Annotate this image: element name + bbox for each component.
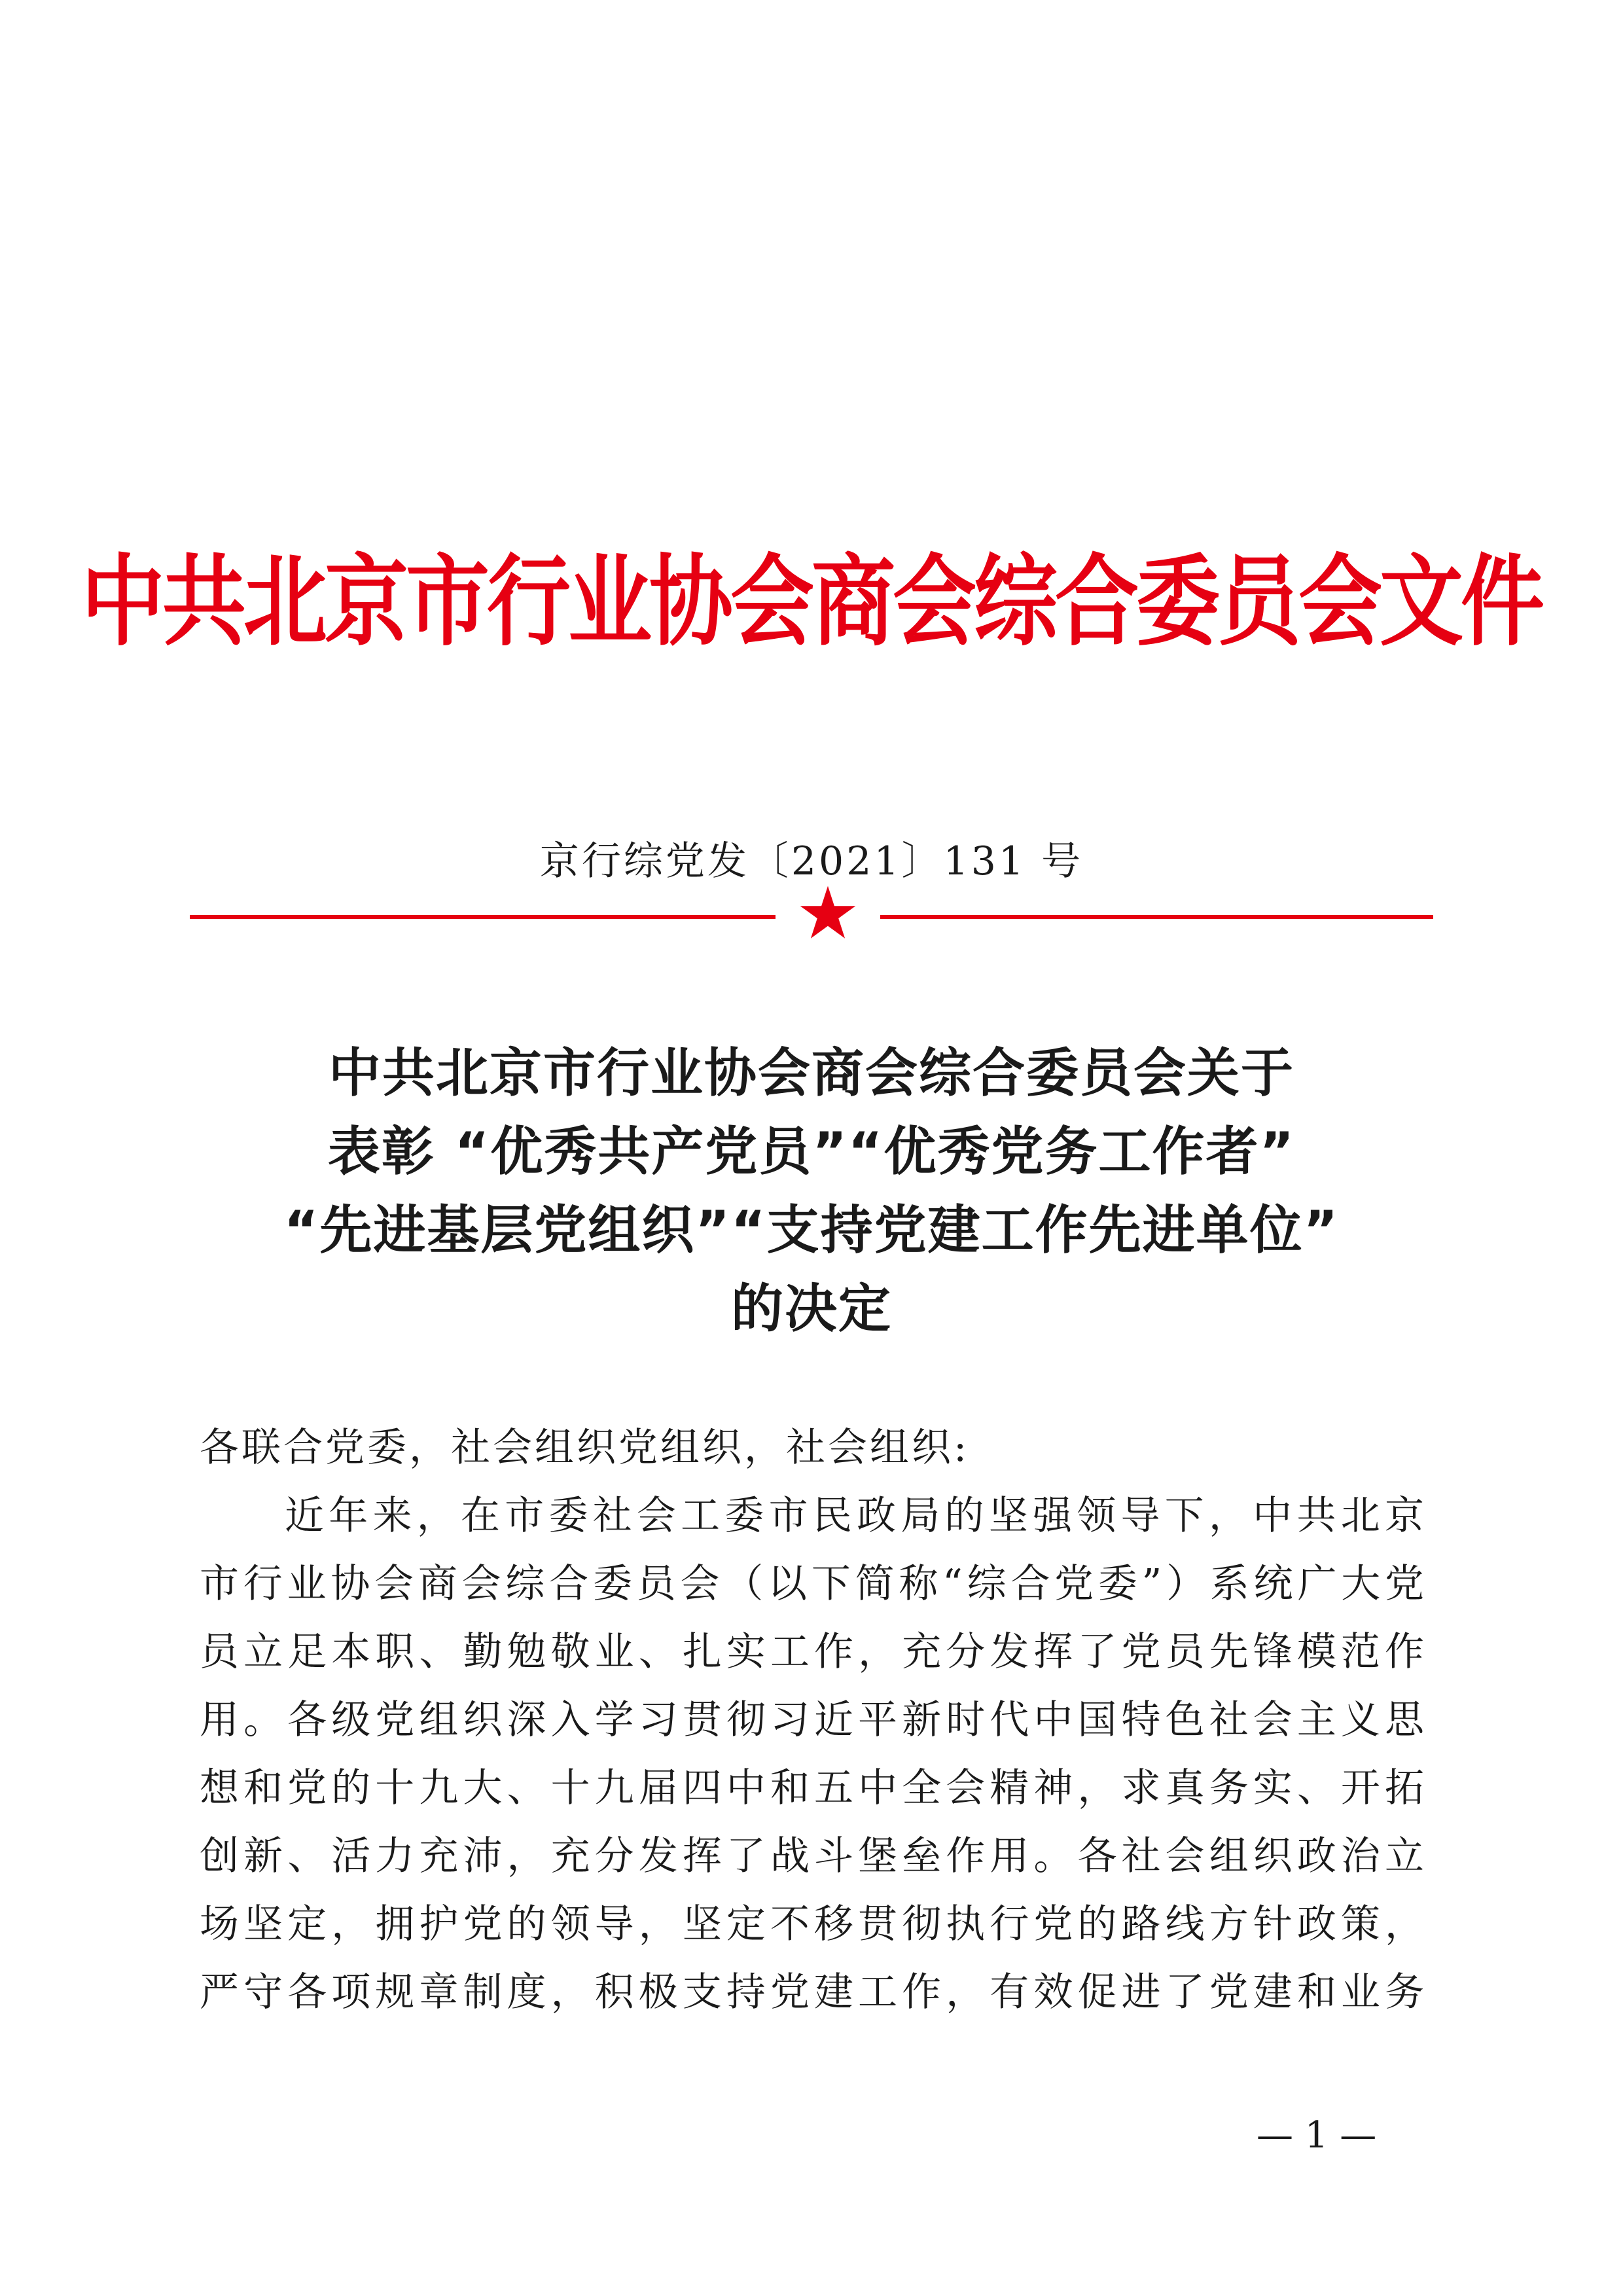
red-divider-right xyxy=(880,915,1433,919)
star-icon xyxy=(798,884,857,942)
paragraph-line: 严守各项规章制度，积极支持党建工作，有效促进了党建和业务 xyxy=(200,1969,1427,2015)
document-body xyxy=(200,1414,1427,2026)
page-number: — 1 — xyxy=(1257,2114,1377,2157)
paragraph-line: 市行业协会商会综合委员会（以下简称“综合党委”）系统广大党 xyxy=(200,1561,1427,1607)
title-line: 的决定 xyxy=(731,1278,892,1339)
salutation: 各联合党委，社会组织党组织，社会组织: xyxy=(200,1425,970,1471)
issuer-masthead: 中共北京市行业协会商会综合委员会文件 xyxy=(80,545,1542,660)
red-divider-left xyxy=(190,915,776,919)
title-line: 表彰 “优秀共产党员”“优秀党务工作者” xyxy=(327,1121,1296,1182)
paragraph-line: 近年来，在市委社会工委市民政局的坚强领导下，中共北京 xyxy=(285,1493,1427,1539)
title-line: 中共北京市行业协会商会综合委员会关于 xyxy=(329,1043,1294,1103)
paragraph-line: 用。各级党组织深入学习贯彻习近平新时代中国特色社会主义思 xyxy=(200,1697,1427,1743)
title-line: “先进基层党组织”“支持党建工作先进单位” xyxy=(283,1200,1340,1261)
document-title xyxy=(0,1034,1623,1348)
paragraph-line: 员立足本职、勤勉敬业、扎实工作，充分发挥了党员先锋模范作 xyxy=(200,1629,1427,1675)
paragraph-line: 想和党的十九大、十九届四中和五中全会精神，求真务实、开拓 xyxy=(200,1765,1427,1811)
paragraph-line: 场坚定，拥护党的领导，坚定不移贯彻执行党的路线方针政策， xyxy=(200,1901,1427,1947)
paragraph-line: 创新、活力充沛，充分发挥了战斗堡垒作用。各社会组织政治立 xyxy=(200,1833,1427,1879)
document-number: 京行综党发〔2021〕131 号 xyxy=(539,838,1084,884)
